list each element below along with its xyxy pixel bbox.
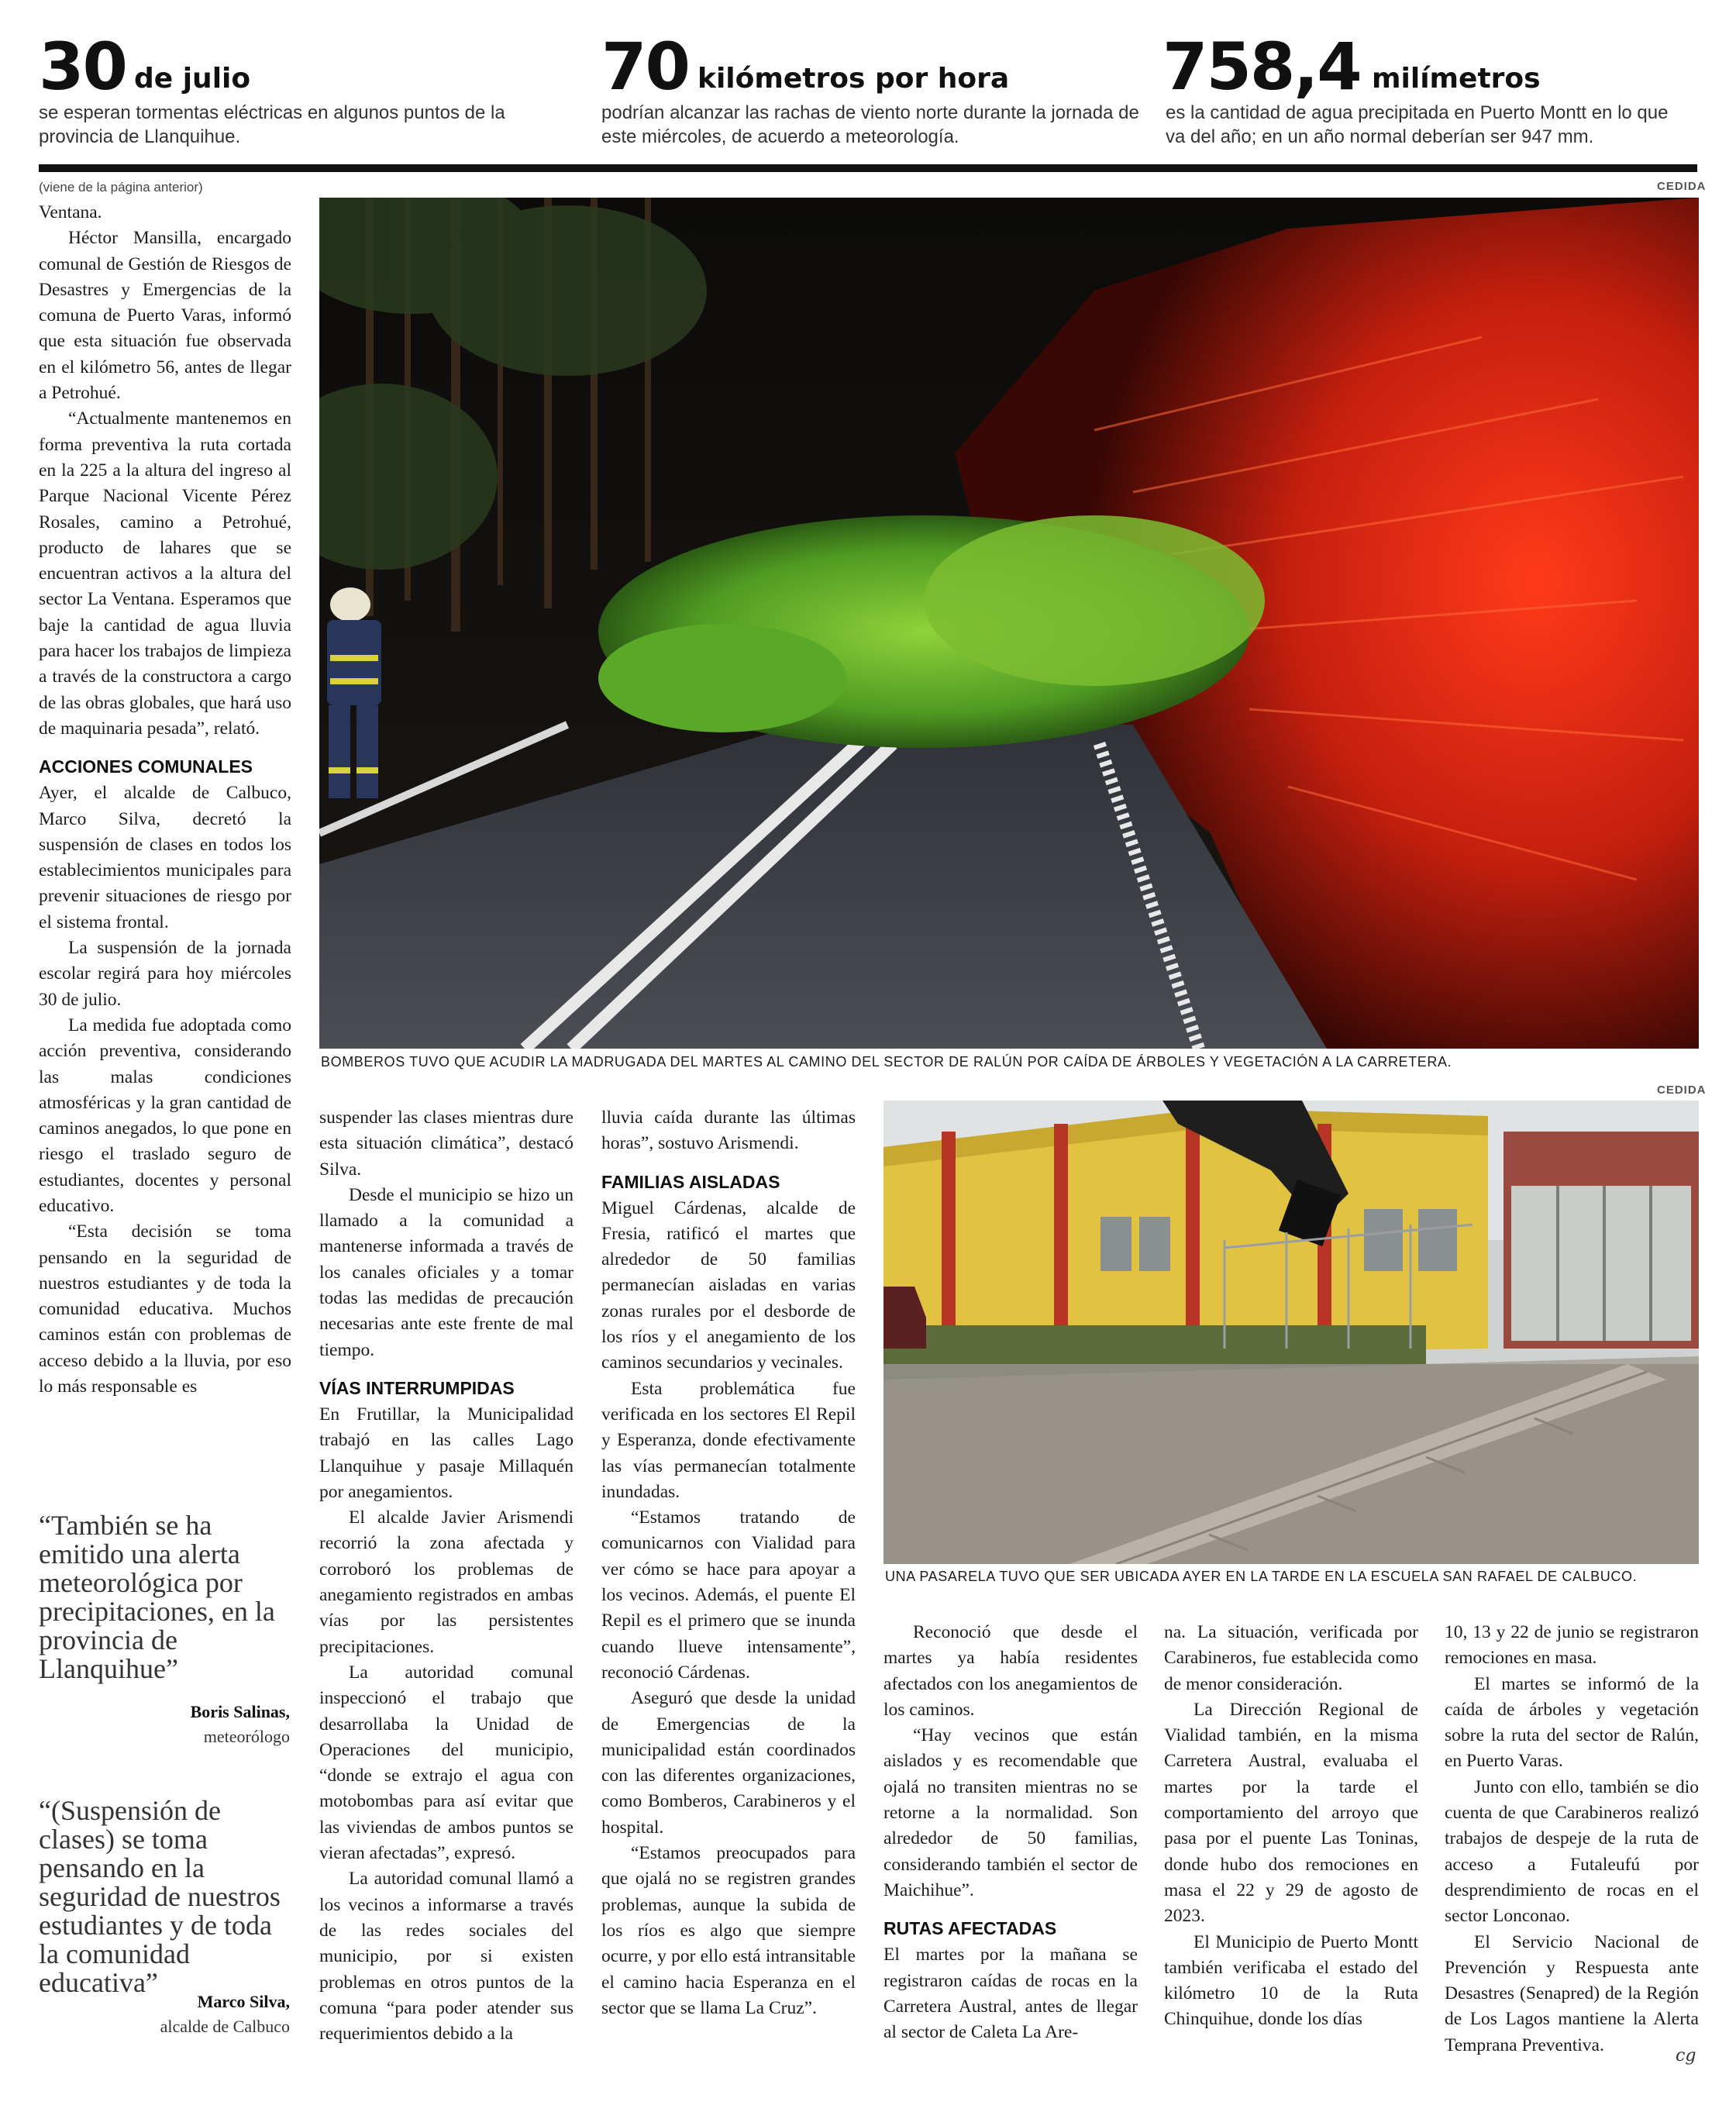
stat-number: 70 (601, 29, 689, 105)
paragraph: La autoridad comunal llamó a los vecinos a informarse a través de las redes sociales del municipio, por si existen problemas en otros puntos de la comuna “para poder atender sus requerimientos debido a la (319, 1869, 574, 2045)
article-column-4 (884, 1620, 1138, 2045)
header-rule (39, 164, 1697, 172)
article-column-6 (1445, 1620, 1699, 2058)
section-heading: RUTAS AFECTADAS (884, 1918, 1057, 1939)
paragraph: En Frutillar, la Municipalidad trabajó en las calles Lago Llanquihue y pasaje Millaquén por anegamientos. (319, 1404, 574, 1502)
quote-role: alcalde de Calbuco (160, 2017, 290, 2036)
school-flood-illustration (884, 1101, 1699, 1564)
stat-description: se esperan tormentas eléctricas en algunos puntos de la provincia de Llanquihue. (39, 102, 505, 147)
paragraph: Héctor Mansilla, encargado comunal de Gestión de Riesgos de Desastres y Emergencias de la comuna de Puerto Varas, informó que esta situación fue observada en el kilómetro 56, antes de llegar a Petrohué. (39, 228, 291, 404)
quote-role: meteorólogo (203, 1727, 290, 1746)
stat-number: 758,4 (1162, 29, 1361, 105)
paragraph: La autoridad comunal inspeccionó el trabajo que desarrollaba la Unidad de Operaciones del municipio, “donde se extrajo el agua con motobombas para así evitar que las viviendas de ambos puntos se vieran afectadas”, expresó. (319, 1662, 574, 1864)
paragraph: “Actualmente mantenemos en forma preventiva la ruta cortada en la 225 a la altura del ingreso al Parque Nacional Vicente Pérez Rosales, camino a Petrohué, producto de lahares que se encuentran activos a la altura del sector La Ventana. Esperamos que baje la cantidad de agua lluvia para hacer los trabajos de limpieza a través de la constructora a cargo de las obras globales, que hará uso de maquinaria pesada”, relató. (39, 408, 291, 739)
paragraph: La suspensión de la jornada escolar regirá para hoy miércoles 30 de julio. (39, 938, 291, 1010)
paragraph: lluvia caída durante las últimas horas”, sostuvo Arismendi. (601, 1108, 856, 1154)
paragraph: Miguel Cárdenas, alcalde de Fresia, ratificó el martes que alrededor de 50 familias permanecían aisladas en varias zonas rurales por el desborde de los ríos y el anegamiento de los caminos secundarios y vecinales. (601, 1197, 856, 1373)
article-column-2 (319, 1105, 574, 2047)
section-heading: FAMILIAS AISLADAS (601, 1171, 780, 1192)
article-column-3 (601, 1105, 856, 2021)
end-of-article-mark: cg (1676, 2046, 1696, 2065)
paragraph: “Esta decisión se toma pensando en la seguridad de nuestros estudiantes y de toda la comunidad educativa. Muchos caminos están con problemas de acceso debido a la lluvia, por eso lo más responsable es (39, 1221, 291, 1397)
quote-author: Boris Salinas, (190, 1702, 290, 1721)
paragraph: El alcalde Javier Arismendi recorrió la zona afectada y corroboró los problemas de anegamiento registrados en ambas vías por las persistentes precipitaciones. (319, 1507, 574, 1657)
road-fallen-trees-photo (319, 198, 1699, 1049)
paragraph: Ventana. (39, 202, 102, 222)
photo-caption: UNA PASARELA TUVO QUE SER UBICADA AYER EN LA TARDE EN LA ESCUELA SAN RAFAEL DE CALBUCO. (885, 1569, 1638, 1584)
article-column-1 (39, 200, 291, 1400)
paragraph: Ayer, el alcalde de Calbuco, Marco Silva, decretó la suspensión de clases en todos los establecimientos municipales para prevenir situaciones de riesgo por el sistema frontal. (39, 783, 291, 932)
stat-description: es la cantidad de agua precipitada en Puerto Montt en lo que va del año; en un año normal deberían ser 947 mm. (1166, 102, 1669, 147)
photo-caption: BOMBEROS TUVO QUE ACUDIR LA MADRUGADA DEL MARTES AL CAMINO DEL SECTOR DE RALÚN POR CAÍDA DE ÁRBOLES Y VEGETACIÓN A LA CARRETERA. (321, 1054, 1452, 1070)
paragraph: Aseguró que desde la unidad de Emergencias de la municipalidad están coordinados con las diferentes organizaciones, como Bomberos, Carabineros y el hospital. (601, 1688, 856, 1838)
paragraph: El Municipio de Puerto Montt también verificaba el estado del kilómetro 10 de la Ruta Chinquihue, donde los días (1164, 1931, 1418, 2030)
school-walkway-photo (884, 1101, 1699, 1564)
paragraph: Desde el municipio se hizo un llamado a la comunidad a mantenerse informada a través de los canales oficiales y a tomar todas las medidas de precaución necesarias ante este frente de mal tiempo. (319, 1184, 574, 1360)
paragraph: suspender las clases mientras dure esta situación climática”, destacó Silva. (319, 1108, 574, 1180)
quote-author: Marco Silva, (197, 1992, 290, 2011)
stat-number: 30 (39, 29, 126, 105)
paragraph: Junto con ello, también se dio cuenta de que Carabineros realizó trabajos de despeje de la ruta de acceso a Futaleufú por desprendimiento de rocas en el sector Lonconao. (1445, 1776, 1699, 1927)
paragraph: El martes por la mañana se registraron caídas de rocas en la Carretera Austral, antes de llegar al sector de Caleta La Are- (884, 1945, 1138, 2043)
night-road-illustration (319, 198, 1699, 1049)
paragraph: “Estamos preocupados para que ojalá no se registren grandes problemas, aunque la subida de los ríos es algo que siempre ocurre, y por ello está intransitable el camino hacia Esperanza en el sector que se llama La Cruz”. (601, 1843, 856, 2018)
paragraph: El Servicio Nacional de Prevención y Respuesta ante Desastres (Senapred) de la Región de Los Lagos mantiene la Alerta Temprana Preventiva. (1445, 1931, 1699, 2055)
paragraph: na. La situación, verificada por Carabineros, fue establecida como de menor consideración. (1164, 1622, 1418, 1694)
paragraph: El martes se informó de la caída de árboles y vegetación sobre la ruta del sector de Ralún, en Puerto Varas. (1445, 1673, 1699, 1772)
stat-unit: kilómetros por hora (698, 63, 1010, 95)
paragraph: Esta problemática fue verificada en los sectores El Repil y Esperanza, donde efectivamente las vías permanecían totalmente inundadas. (601, 1378, 856, 1502)
paragraph: 10, 13 y 22 de junio se registraron remociones en masa. (1445, 1622, 1699, 1669)
paragraph: “Estamos tratando de comunicarnos con Vialidad para ver cómo se hace para apoyar a los vecinos. Además, el puente El Repil es el primero que se inunda cuando llueve intensamente”, reconoció Cárdenas. (601, 1507, 856, 1683)
stat-unit: de julio (134, 63, 251, 95)
stat-description: podrían alcanzar las rachas de viento norte durante la jornada de este miércoles, de acuerdo a meteorología. (601, 102, 1139, 147)
paragraph: Reconoció que desde el martes ya había residentes afectados con los anegamientos de los caminos. (884, 1622, 1138, 1720)
pull-quote: “(Suspensión de clases) se toma pensando en la seguridad de nuestros estudiantes y de toda la comunidad educativa” (39, 1795, 281, 1998)
section-heading: VÍAS INTERRUMPIDAS (319, 1377, 515, 1398)
photo-credit: CEDIDA (1657, 180, 1707, 193)
continued-note: (viene de la página anterior) (39, 180, 203, 195)
section-heading: ACCIONES COMUNALES (39, 756, 253, 777)
stat-unit: milímetros (1372, 63, 1541, 95)
article-column-5 (1164, 1620, 1418, 2033)
paragraph: La medida fue adoptada como acción preventiva, considerando las malas condiciones atmosféricas y la gran cantidad de caminos anegados, lo que pone en riesgo el traslado seguro de estudiantes, docentes y personal educativo. (39, 1015, 291, 1216)
paragraph: La Dirección Regional de Vialidad también, en la misma Carretera Austral, evaluaba el martes por la tarde el comportamiento del arroyo que pasa por el puente Las Toninas, donde hubo dos remociones en masa el 22 y 29 de agosto de 2023. (1164, 1699, 1418, 1927)
paragraph: “Hay vecinos que están aislados y es recomendable que ojalá no transiten mientras no se retorne a la normalidad. Son alrededor de 50 familias, considerando también el sector de Maichihue”. (884, 1725, 1138, 1900)
pull-quote: “También se ha emitido una alerta meteorológica por precipitaciones, en la provincia de Llanquihue” (39, 1510, 275, 1684)
photo-credit: CEDIDA (1657, 1084, 1707, 1097)
